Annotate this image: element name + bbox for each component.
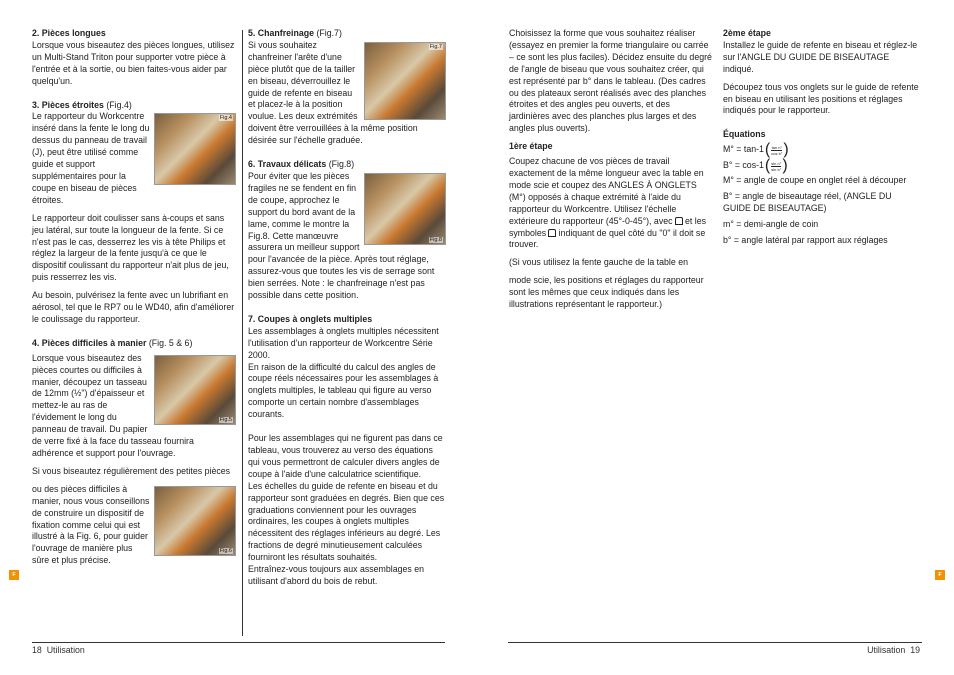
figure-5-photo	[154, 355, 236, 425]
side-symbol-icon	[548, 229, 556, 237]
right-language-tab: F	[935, 570, 945, 580]
equation-1: M° = tan-1 ( $\frac{\text{tan n°}}{\text{cos b°}}$ )	[723, 141, 789, 159]
section-7-text-1: Les assemblages à onglets multiples nécessitent l'utilisation d'un rapporteur de Workcentre Série 2000.	[248, 325, 439, 360]
left-slot-note-1: (Si vous utilisez la fente gauche de la table en	[509, 257, 688, 268]
right-footer-rule	[508, 642, 922, 643]
step-1-text: Coupez chacune de vos pièces de travail exactement de la même longueur avec la table en mode scie et coupez des ANGLES À ONGLETS (M°) opposés à chaque extrémité à l'aide du rapporteur du Workcentre. Utilisez l'échelle extérieure du rapporteur (45°-0-45°), avec et les symboles indiquant de quel côté du "0" il doit se trouver.	[509, 156, 706, 250]
section-3-text-1: Le rapporteur du Workcentre inséré dans la fente le long du dessus du panneau de travail (J), peut être utilisé comme guide et support supplémentaires pour la coupe en biseau de pièces étroites.	[32, 111, 150, 205]
section-3-title: 3. Pièces étroites (Fig.4)	[32, 99, 132, 110]
step-2-text-2: Découpez tous vos onglets sur le guide de refente en biseau en utilisant les positions et réglages indiqués pour le rapporteur.	[723, 81, 919, 116]
section-5-text: Si vous souhaitez chanfreiner l'arête d'une pièce plutôt que de la tailler en biseau, déverrouillez le guide de refente en biseau et placez-le à la position voulue. Les deux extrémités doivent être verrouillées à la même position désirée sur l'échelle graduée.	[248, 39, 418, 146]
figure-6-caption: Fig.6	[219, 547, 232, 554]
step-2-text-1: Installez le guide de refente en biseau et réglez-le sur l'ANGLE DU GUIDE DE BISEAUTAGE indiqué.	[723, 39, 918, 74]
definition-b-upper: B° = angle de biseautage réel, (ANGLE DU GUIDE DE BISEAUTAGE)	[723, 191, 892, 214]
equations-title: Équations	[723, 129, 766, 140]
section-7-text-2: En raison de la difficulté du calcul des angles de coupe réels nécessaires pour les assemblages à onglets multiples, le tableau qui figure au verso comporte un certain nombre d'assemblages courants.	[248, 361, 439, 420]
definition-m-lower: m° = demi-angle de coin	[723, 218, 819, 229]
figure-7-caption: Fig.7	[429, 43, 442, 50]
figure-4-photo	[154, 113, 236, 185]
section-3-text-2: Le rapporteur doit coulisser sans à-coups et sans jeu latéral, sur toute la longueur de la fente. Si ce n'est pas le cas, desserrez les vis à tête Philips et réglez la largeur de la fente jusqu'à ce que le dispositif coulissant du rapporteur n'ait plus de jeu, puis resserrez les vis.	[32, 212, 229, 283]
right-footer-label: Utilisation	[867, 645, 906, 655]
section-7-text-3: Pour les assemblages qui ne figurent pas dans ce tableau, vous trouverez au verso des équations qui vous permettront de calculer divers angles de coupe à l'aide d'une calculatrice scientifique.	[248, 433, 443, 479]
section-4-title: 4. Pièces difficiles à manier (Fig. 5 & 6)	[32, 337, 193, 348]
column-divider	[242, 30, 243, 636]
section-2-title: 2. Pièces longues	[32, 28, 106, 38]
definition-m-upper: M° = angle de coupe en onglet réel à découper	[723, 175, 907, 186]
figure-8-photo	[364, 173, 446, 245]
section-2-text: Lorsque vous biseautez des pièces longues, utilisez un Multi-Stand Triton pour supporter votre pièce à l'entrée et à la sortie, ou bien faites-vous aider par quelqu'un.	[32, 39, 235, 86]
equation-2: B° = cos-1 ( $\frac{\text{sin n°}}{\text{sin b°}}$ )	[723, 157, 788, 175]
left-slot-note-2: mode scie, les positions et réglages du rapporteur sont les mêmes que ceux indiqués dans les illustrations représentant le rapporteur.)	[509, 275, 704, 310]
section-4-text-1: Lorsque vous biseautez des pièces courtes ou difficiles à manier, découpez un tasseau de 12mm (½") d'épaisseur et mettez-le au ras de l'évidement le long du panneau de travail. Du papier de verre fixé à la face du tasseau fournira adhérence et support pour l'ouvrage.	[32, 352, 194, 458]
left-column-2	[248, 28, 446, 588]
left-footer-label: Utilisation	[46, 645, 85, 655]
left-language-tab: F	[9, 570, 19, 580]
figure-5-caption: Fig.5	[219, 416, 232, 423]
section-4-text-2: Si vous biseautez régulièrement des petites pièces	[32, 465, 231, 476]
definition-b-lower: b° = angle latéral par rapport aux réglages	[723, 234, 888, 245]
right-column-2	[723, 28, 921, 247]
figure-8-caption: Fig.8	[429, 236, 442, 243]
intro-text: Choisissez la forme que vous souhaitez réaliser (essayez en premier la forme triangulaire ou carrée – ce sont les plus faciles). Décidez ensuite du degré de l'angle de biseau que vous souhaitez créer, qui est représenté par b° dans le tableau. (Des cadres ou des plateaux seront réalisés avec des planches étroites et des angles peu ouverts, et des jardinières avec des planches plus larges et des angles plus ouverts).	[509, 28, 712, 134]
section-6-text: Pour éviter que les pièces fragiles ne se fendent en fin de coupe, approchez le support du bord avant de la lame, comme le montre la Fig.8. Cette manœuvre assurera un meilleur support pour l'avancée de la pièce. Après tout réglage, assurez-vous que toutes les vis de serrage sont bien serrées. Note : le chanfreinage n'est pas possible dans cette position.	[248, 170, 435, 301]
section-7-title: 7. Coupes à onglets multiples	[248, 313, 373, 324]
section-5-title: 5. Chanfreinage (Fig.7)	[248, 28, 342, 38]
figure-6-photo	[154, 486, 236, 556]
step-1-title: 1ère étape	[509, 141, 553, 152]
section-7-text-4: Les échelles du guide de refente en biseau et du rapporteur sont graduées en degrés. Bien que ces graduations conviennent pour les ouvrages ordinaires, les coupes à onglets multiples nécessitent des réglages inférieurs au degré. Les fractions de degré minutieusement calculées fourniront les résultats souhaités.	[248, 480, 445, 563]
left-column-1	[32, 28, 236, 567]
right-footer	[867, 645, 920, 657]
figure-7-photo	[364, 42, 446, 120]
right-column-1	[509, 28, 712, 311]
left-footer-rule	[32, 642, 445, 643]
figure-4-caption: Fig.4	[219, 115, 232, 122]
step-2-title: 2ème étape	[723, 28, 771, 38]
left-page-number: 18	[32, 645, 42, 655]
section-4-text-3: ou des pièces difficiles à manier, nous vous conseillons de construire un dispositif de fixation comme celui qui est illustré à la Fig. 6, pour guider l'ouvrage de manière plus sûre et plus précise.	[32, 483, 150, 566]
section-7-text-5: Entraînez-vous toujours aux assemblages en utilisant d'abord du bois de rebut.	[248, 564, 425, 586]
section-3-text-3: Au besoin, pulvérisez la fente avec un lubrifiant en aérosol, tel que le RP7 ou le WD40, afin d'améliorer le coulissage du rapporteur.	[32, 290, 235, 324]
protractor-symbol-icon	[675, 217, 683, 225]
section-6-title: 6. Travaux délicats (Fig.8)	[248, 159, 355, 170]
left-footer	[32, 645, 85, 657]
right-page-number: 19	[910, 645, 920, 655]
